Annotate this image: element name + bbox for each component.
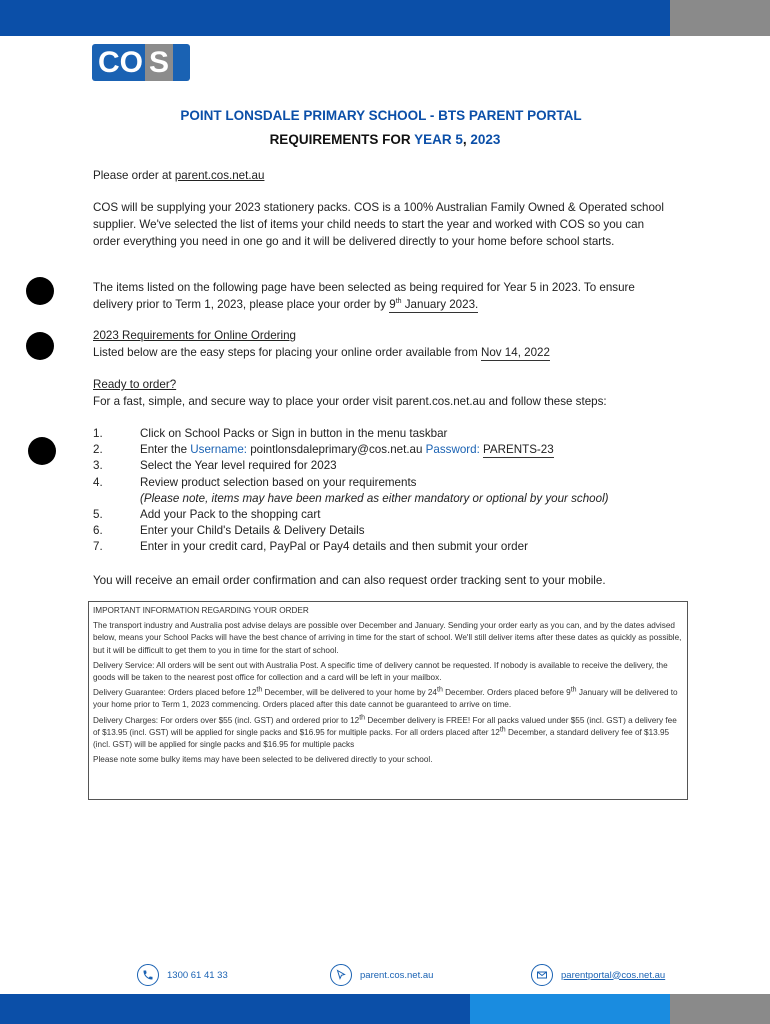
password-label: Password: (425, 443, 480, 457)
page-title: POINT LONSDALE PRIMARY SCHOOL - BTS PARENT PORTAL (180, 108, 582, 123)
subtitle-year: YEAR 5 (414, 132, 463, 147)
step-text: Enter in your credit card, PayPal or Pay4 details and then submit your order (140, 540, 528, 554)
deadline-rest: January 2023. (401, 298, 479, 311)
info-paragraph: Please note some bulky items may have been selected to be delivered directly to your school. (93, 755, 433, 765)
info-sup: th (256, 686, 263, 694)
ready-section (93, 376, 673, 410)
online-ordering-section (93, 327, 673, 361)
subtitle-prefix: REQUIREMENTS FOR (269, 132, 415, 147)
password-value: PARENTS-23 (483, 443, 554, 457)
step-text (140, 442, 554, 458)
list-item (93, 442, 673, 458)
step-prefix: Enter the (140, 443, 191, 457)
info-sup: th (359, 713, 366, 721)
step-text: Select the Year level required for 2023 (140, 459, 337, 473)
step-number: 5. (93, 507, 103, 521)
info-paragraph (93, 715, 683, 752)
info-sup: th (570, 686, 577, 694)
info-paragraph: The transport industry and Australia post advise delays are possible over December and January. Sending your order early as you can, and by the dates advised below, means your School Packs will have the best chance of arriving in time for the start of school. We'll still deliver items after these dates as quickly as possible, but it will be difficult to get them to you in time for the start of school. (93, 621, 682, 655)
logo-text-s: S (145, 44, 173, 81)
info-text: Delivery Guarantee: Orders placed before 12 (93, 688, 257, 698)
top-banner-blue (0, 0, 670, 36)
important-info-box (88, 601, 688, 800)
step-text: Enter your Child's Details & Delivery Details (140, 524, 365, 538)
step-text: Add your Pack to the shopping cart (140, 507, 321, 521)
footer-email-text: parentportal@cos.net.au (561, 969, 666, 981)
info-text: December, will be delivered to your home by 24 (262, 688, 437, 698)
ready-text: For a fast, simple, and secure way to place your order visit parent.cos.net.au and follow these steps: (93, 395, 607, 408)
bottom-banner (0, 994, 770, 1024)
list-item (93, 458, 673, 474)
username-label: Username: (190, 443, 247, 457)
list-item (93, 475, 673, 491)
info-text: December. Orders placed before 9 (442, 688, 571, 698)
mail-icon (531, 964, 553, 986)
bottom-banner-light (470, 994, 670, 1024)
step-text: Click on School Packs or Sign in button in the menu taskbar (140, 427, 448, 440)
info-text: January will be delivered to your home prior to Term 1, 2023 commencing. Orders placed after this date cannot be guaranteed to arrive on time. (93, 688, 678, 710)
list-item (93, 523, 673, 539)
order-at-prefix: Please order at (93, 169, 175, 182)
cos-logo (92, 44, 190, 81)
info-paragraph: Delivery Service: All orders will be sent out with Australia Post. A specific time of delivery cannot be requested. If nobody is available to receive the delivery, the goods will be taken to the nearest post office for collection and a card will be left in your mailbox. (93, 660, 668, 683)
items-para-prefix: The items listed on the following page have been selected as being required for Year 5 in 2023. To ensure delivery prior to Term 1, 2023, please place your order by (93, 281, 635, 311)
online-text (93, 344, 673, 361)
info-paragraph (93, 687, 683, 711)
list-item (93, 507, 673, 523)
deadline-sup: th (395, 298, 402, 306)
deadline-day: 9 (389, 298, 396, 311)
step-number: 1. (93, 427, 103, 440)
cursor-icon (330, 964, 352, 986)
step-number: 6. (93, 524, 103, 538)
ready-heading: Ready to order? (93, 378, 177, 391)
info-sup: th (437, 686, 443, 694)
info-text: December delivery is FREE! For all packs valued under $55 (incl. GST) a delivery fee of $13.95 (incl. GST) will be applied for single packs and $16.95 for multiple packs. For all orders placed after 12 (93, 715, 677, 737)
top-banner-grey (670, 0, 770, 36)
footer-website-text: parent.cos.net.au (360, 969, 434, 981)
order-at-link[interactable]: parent.cos.net.au (174, 169, 265, 182)
online-date: Nov 14, 2022 (480, 346, 550, 359)
steps-list (93, 426, 673, 556)
order-at-line (93, 167, 673, 184)
info-text: Delivery Charges: For orders over $55 (incl. GST) and ordered prior to 12 (93, 715, 360, 725)
list-item (93, 539, 673, 555)
step-note: (Please note, items may have been marked as either mandatory or optional by your school) (140, 491, 609, 505)
username-value: pointlonsdaleprimary@cos.net.au (246, 443, 426, 457)
logo-text-main: CO (98, 46, 143, 79)
info-text: December, a standard delivery fee of $13.95 (incl. GST) will be applied for single packs and $16.95 for multiple packs (93, 727, 670, 750)
info-heading: IMPORTANT INFORMATION REGARDING YOUR ORDER (93, 606, 309, 615)
intro-paragraph: COS will be supplying your 2023 stationery packs. COS is a 100% Australian Family Owned & Operated school supplier. We've selected the list of items your child needs to start the year and worked with COS so you can order everything you need in one go and it will be delivered directly to your home before school starts. (93, 201, 664, 248)
footer-phone-text: 1300 61 41 33 (167, 969, 228, 981)
bullet-dot-2 (26, 332, 54, 360)
footer-email[interactable] (531, 962, 665, 988)
list-item-note (93, 491, 673, 507)
step-number: 4. (93, 475, 103, 489)
deadline (389, 298, 478, 313)
step-text: Review product selection based on your requirements (140, 475, 417, 489)
bottom-banner-blue (0, 994, 470, 1024)
subtitle-yearnum: 2023 (470, 132, 501, 147)
top-banner (0, 0, 770, 36)
footer-contacts (0, 962, 770, 988)
bottom-banner-grey (670, 994, 770, 1024)
footer-phone[interactable] (137, 962, 228, 988)
step-number: 2. (93, 443, 103, 457)
step-number: 3. (93, 459, 103, 473)
online-text-prefix: Listed below are the easy steps for placing your online order available from (93, 346, 481, 359)
step-number: 7. (93, 540, 103, 554)
online-heading: 2023 Requirements for Online Ordering (93, 329, 296, 342)
subtitle-sep: , (462, 132, 471, 147)
confirmation-text: You will receive an email order confirmation and can also request order tracking sent to your mobile. (93, 574, 606, 587)
info-sup: th (499, 726, 506, 734)
page-subtitle (0, 132, 770, 147)
items-paragraph (93, 279, 673, 313)
bullet-dot-3 (28, 437, 56, 465)
list-item (93, 426, 673, 442)
phone-icon (137, 964, 159, 986)
bullet-dot-1 (26, 277, 54, 305)
footer-website[interactable] (330, 962, 433, 988)
